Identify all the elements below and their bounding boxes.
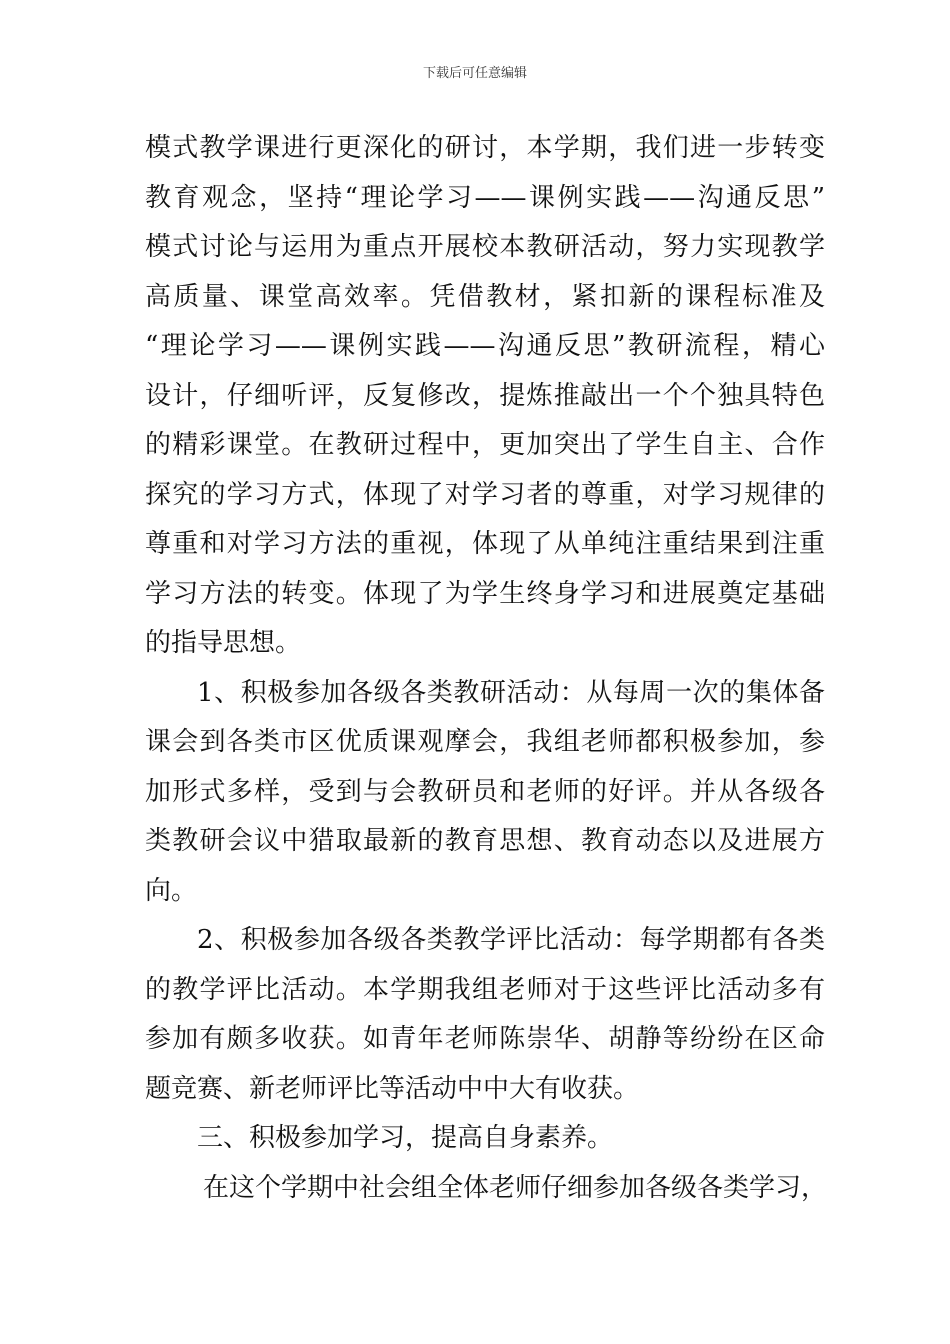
- paragraph-line: 尊重和对学习方法的重视，体现了从单纯注重结果到注重: [145, 529, 825, 559]
- paragraph-line: 类教研会议中猎取最新的教育思想、教育动态以及进展方: [145, 826, 825, 856]
- paragraph-line: 2、积极参加各级各类教学评比活动：每学期都有各类: [197, 925, 825, 955]
- paragraph-line: 设计，仔细听评，反复修改，提炼推敲出一个个独具特色: [145, 380, 825, 411]
- paragraph-line: “理论学习——课例实践——沟通反思”教研流程，精心: [145, 331, 825, 361]
- paragraph-line: 参加有颇多收获。如青年老师陈崇华、胡静等纷纷在区命: [145, 1024, 825, 1054]
- page-header: 下载后可任意编辑: [422, 66, 527, 81]
- paragraph-line: 探究的学习方式，体现了对学习者的尊重，对学习规律的: [145, 479, 825, 510]
- paragraph-line: 的精彩课堂。在教研过程中，更加突出了学生自主、合作: [145, 430, 825, 460]
- paragraph-line: 课会到各类市区优质课观摩会，我组老师都积极参加，参: [145, 727, 825, 757]
- paragraph-line: 向。: [145, 875, 198, 906]
- paragraph-line: 模式讨论与运用为重点开展校本教研活动，努力实现教学: [145, 232, 825, 262]
- paragraph-line: 加形式多样，受到与会教研员和老师的好评。并从各级各: [145, 776, 825, 807]
- paragraph-line: 模式教学课进行更深化的研讨，本学期，我们进一步转变: [145, 133, 825, 163]
- paragraph-line: 的教学评比活动。本学期我组老师对于这些评比活动多有: [145, 974, 825, 1005]
- body-text: [145, 124, 828, 1213]
- paragraph-line: 高质量、课堂高效率。凭借教材，紧扣新的课程标准及: [145, 281, 825, 312]
- paragraph-line: 的指导思想。: [145, 628, 302, 658]
- paragraph-line: 学习方法的转变。体现了为学生终身学习和进展奠定基础: [145, 578, 825, 609]
- paragraph-line: 教育观念，坚持“理论学习——课例实践——沟通反思”: [145, 182, 825, 213]
- paragraph-line: 题竞赛、新老师评比等活动中中大有收获。: [145, 1073, 640, 1104]
- section-heading: 三、积极参加学习，提高自身素养。: [197, 1123, 614, 1153]
- paragraph-line: 1、积极参加各级各类教研活动：从每周一次的集体备: [197, 677, 825, 708]
- paragraph-line: 在这个学期中社会组全体老师仔细参加各级各类学习，: [203, 1172, 828, 1203]
